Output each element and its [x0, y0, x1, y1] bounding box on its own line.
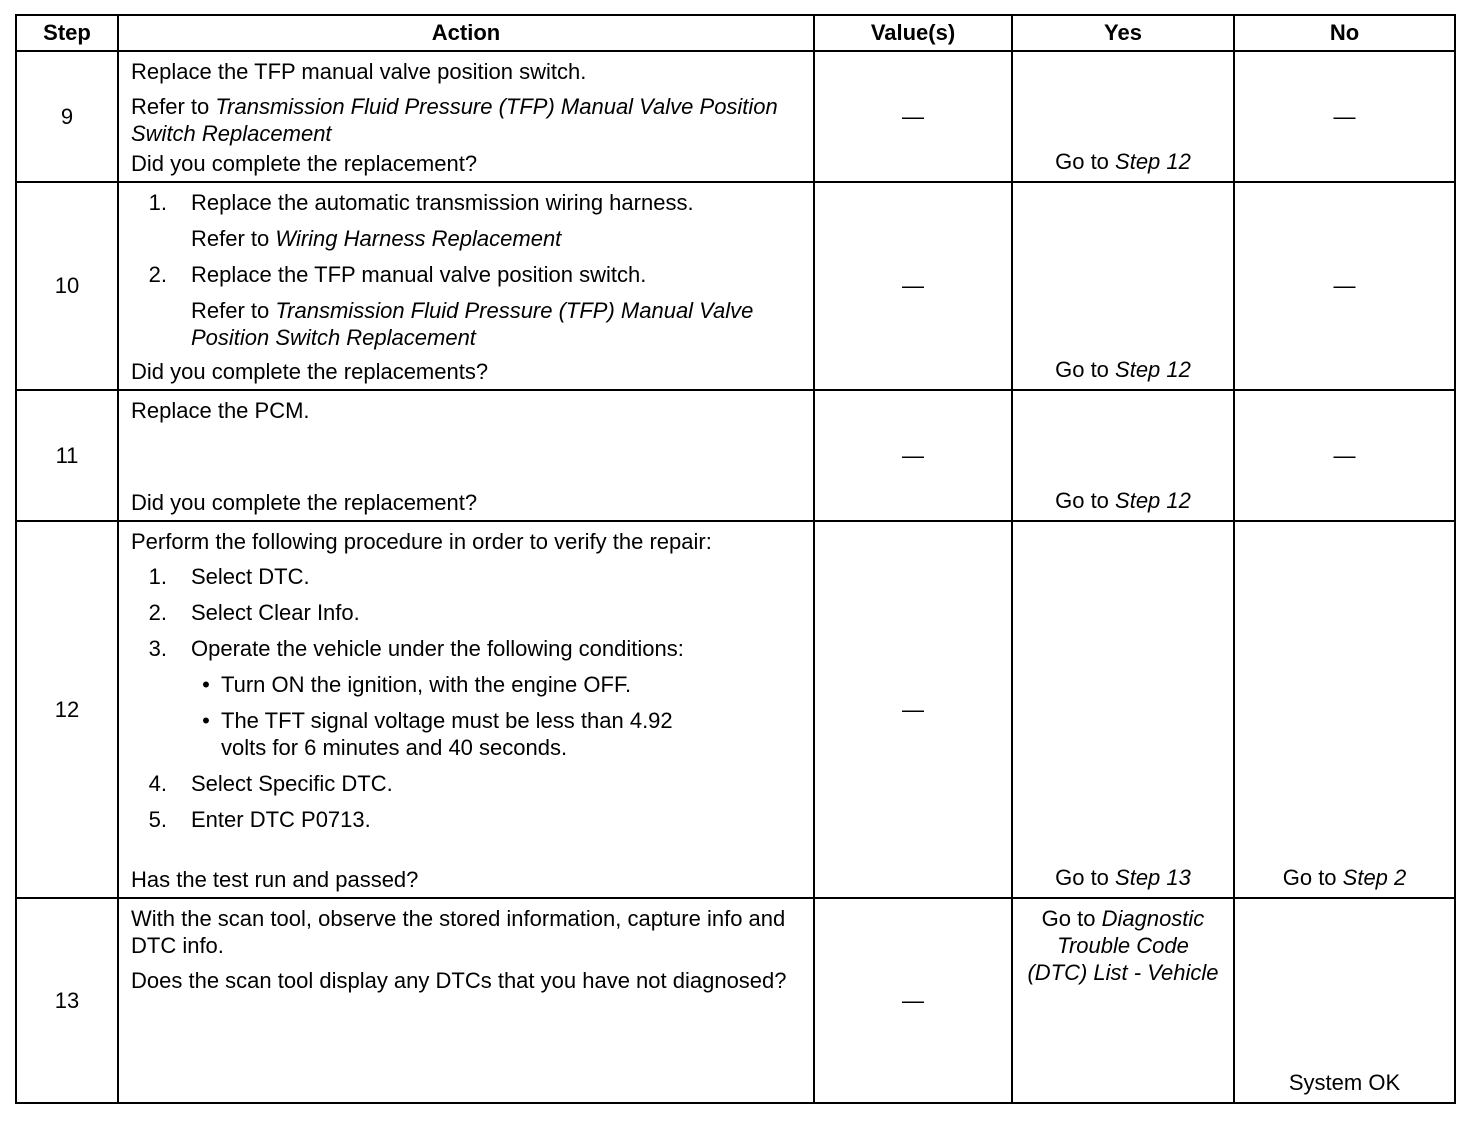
- value-cell: [814, 521, 1012, 898]
- action-cell: [118, 390, 814, 521]
- goto-prefix: Go to: [1041, 906, 1102, 931]
- value-cell: [814, 898, 1012, 1103]
- no-goto: [1235, 865, 1454, 891]
- bullet-icon: •: [202, 708, 210, 733]
- table-row: [16, 898, 1455, 1103]
- table-row: [16, 390, 1455, 521]
- action-cell: [118, 898, 814, 1103]
- yes-cell: [1012, 898, 1234, 1103]
- action-question: Does the scan tool display any DTCs that you have not diagnosed?: [131, 968, 787, 993]
- yes-cell: [1012, 390, 1234, 521]
- goto-diagnostic-link: Diagnostic Trouble Code (DTC) List - Vehicle: [1027, 906, 1219, 985]
- yes-goto: [1013, 488, 1233, 514]
- bullet-item: [191, 707, 803, 761]
- goto-step-link: Step 2: [1342, 865, 1407, 890]
- action-question: Did you complete the replacement?: [131, 151, 478, 176]
- goto-step-link: Step 12: [1115, 488, 1191, 513]
- header-action: Action: [118, 15, 814, 51]
- goto-prefix: Go to: [1055, 865, 1116, 890]
- list-number: 1.: [148, 190, 167, 215]
- table-row: [16, 182, 1455, 390]
- no-cell: [1234, 521, 1455, 898]
- list-item: [131, 563, 803, 590]
- list-text: Select Clear Info.: [191, 600, 360, 625]
- yes-cell: [1012, 51, 1234, 182]
- step-number: [16, 390, 118, 521]
- action-cell: [118, 182, 814, 390]
- step-number: [16, 182, 118, 390]
- bullet-icon: •: [202, 672, 210, 697]
- list-number: 3.: [148, 636, 167, 661]
- no-result: System OK: [1288, 1070, 1401, 1095]
- action-reference: [191, 297, 803, 351]
- refer-prefix: Refer to: [191, 298, 276, 323]
- goto-prefix: Go to: [1282, 865, 1343, 890]
- action-text: Replace the PCM.: [131, 398, 310, 423]
- list-item: [131, 599, 803, 626]
- step-label: 12: [54, 696, 80, 722]
- goto-prefix: Go to: [1055, 149, 1116, 174]
- list-number: 4.: [148, 771, 167, 796]
- value-cell: [814, 182, 1012, 390]
- step-label: 11: [55, 442, 79, 468]
- list-item: [131, 261, 803, 351]
- list-text: Select Specific DTC.: [191, 771, 393, 796]
- list-text: Select DTC.: [191, 564, 310, 589]
- header-step: Step: [16, 15, 118, 51]
- yes-cell: [1012, 521, 1234, 898]
- no-dash: —: [1333, 273, 1356, 298]
- action-cell: [118, 521, 814, 898]
- diagnostic-table: [15, 14, 1456, 1104]
- action-question: Did you complete the replacements?: [131, 359, 489, 384]
- goto-step-link: Step 13: [1115, 865, 1191, 890]
- list-item: [131, 806, 803, 833]
- goto-step-link: Step 12: [1115, 357, 1191, 382]
- no-cell: [1234, 898, 1455, 1103]
- action-question: Did you complete the replacement?: [131, 490, 478, 515]
- list-text: Replace the automatic transmission wiring harness.: [191, 190, 694, 215]
- step-number: [16, 898, 118, 1103]
- yes-goto: [1013, 149, 1233, 175]
- action-reference: [131, 93, 803, 147]
- refer-prefix: Refer to: [131, 94, 216, 119]
- step-number: [16, 51, 118, 182]
- value-dash: —: [902, 442, 924, 468]
- value-cell: [814, 51, 1012, 182]
- value-cell: [814, 390, 1012, 521]
- yes-cell: [1012, 182, 1234, 390]
- list-number: 2.: [148, 600, 167, 625]
- list-text: Enter DTC P0713.: [191, 807, 371, 832]
- yes-goto: [1013, 899, 1233, 1100]
- value-dash: —: [902, 696, 924, 722]
- header-values: Value(s): [814, 15, 1012, 51]
- list-item: [131, 635, 803, 662]
- yes-goto: [1013, 865, 1233, 891]
- action-text: With the scan tool, observe the stored information, capture info and DTC info.: [131, 906, 786, 958]
- list-number: 2.: [148, 262, 167, 287]
- list-item: [131, 770, 803, 797]
- no-cell: [1234, 182, 1455, 390]
- value-dash: —: [902, 987, 924, 1013]
- refer-prefix: Refer to: [191, 226, 276, 251]
- goto-prefix: Go to: [1055, 357, 1116, 382]
- goto-prefix: Go to: [1055, 488, 1116, 513]
- value-dash: —: [902, 103, 924, 129]
- reference-link: Transmission Fluid Pressure (TFP) Manual Valve Position Switch Replacement: [191, 298, 754, 350]
- action-question: Has the test run and passed?: [131, 867, 419, 892]
- list-number: 1.: [148, 564, 167, 589]
- table-row: [16, 51, 1455, 182]
- header-no: No: [1234, 15, 1455, 51]
- step-label: 10: [54, 273, 80, 298]
- action-text: Perform the following procedure in order to verify the repair:: [131, 529, 712, 554]
- list-number: 5.: [148, 807, 167, 832]
- action-reference: [191, 225, 803, 252]
- step-label: 13: [54, 987, 80, 1013]
- goto-step-link: Step 12: [1115, 149, 1191, 174]
- action-cell: [118, 51, 814, 182]
- action-text: Replace the TFP manual valve position switch.: [131, 59, 587, 84]
- no-cell: [1234, 51, 1455, 182]
- step-number: [16, 521, 118, 898]
- list-item: [131, 189, 803, 252]
- yes-goto: [1013, 357, 1233, 383]
- bullet-text: Turn ON the ignition, with the engine OFF.: [221, 672, 632, 697]
- bullet-text: The TFT signal voltage must be less than 4.92 volts for 6 minutes and 40 seconds.: [221, 708, 673, 760]
- no-dash: —: [1333, 442, 1356, 468]
- no-cell: [1234, 390, 1455, 521]
- header-yes: Yes: [1012, 15, 1234, 51]
- value-dash: —: [902, 273, 924, 298]
- step-label: 9: [60, 103, 74, 129]
- reference-link: Wiring Harness Replacement: [275, 226, 562, 251]
- header-row: [16, 15, 1455, 51]
- table-row: [16, 521, 1455, 898]
- no-dash: —: [1333, 103, 1356, 129]
- list-text: Replace the TFP manual valve position switch.: [191, 262, 647, 287]
- bullet-item: [191, 671, 803, 698]
- reference-link: Transmission Fluid Pressure (TFP) Manual Valve Position Switch Replacement: [131, 94, 778, 146]
- list-text: Operate the vehicle under the following conditions:: [191, 636, 684, 661]
